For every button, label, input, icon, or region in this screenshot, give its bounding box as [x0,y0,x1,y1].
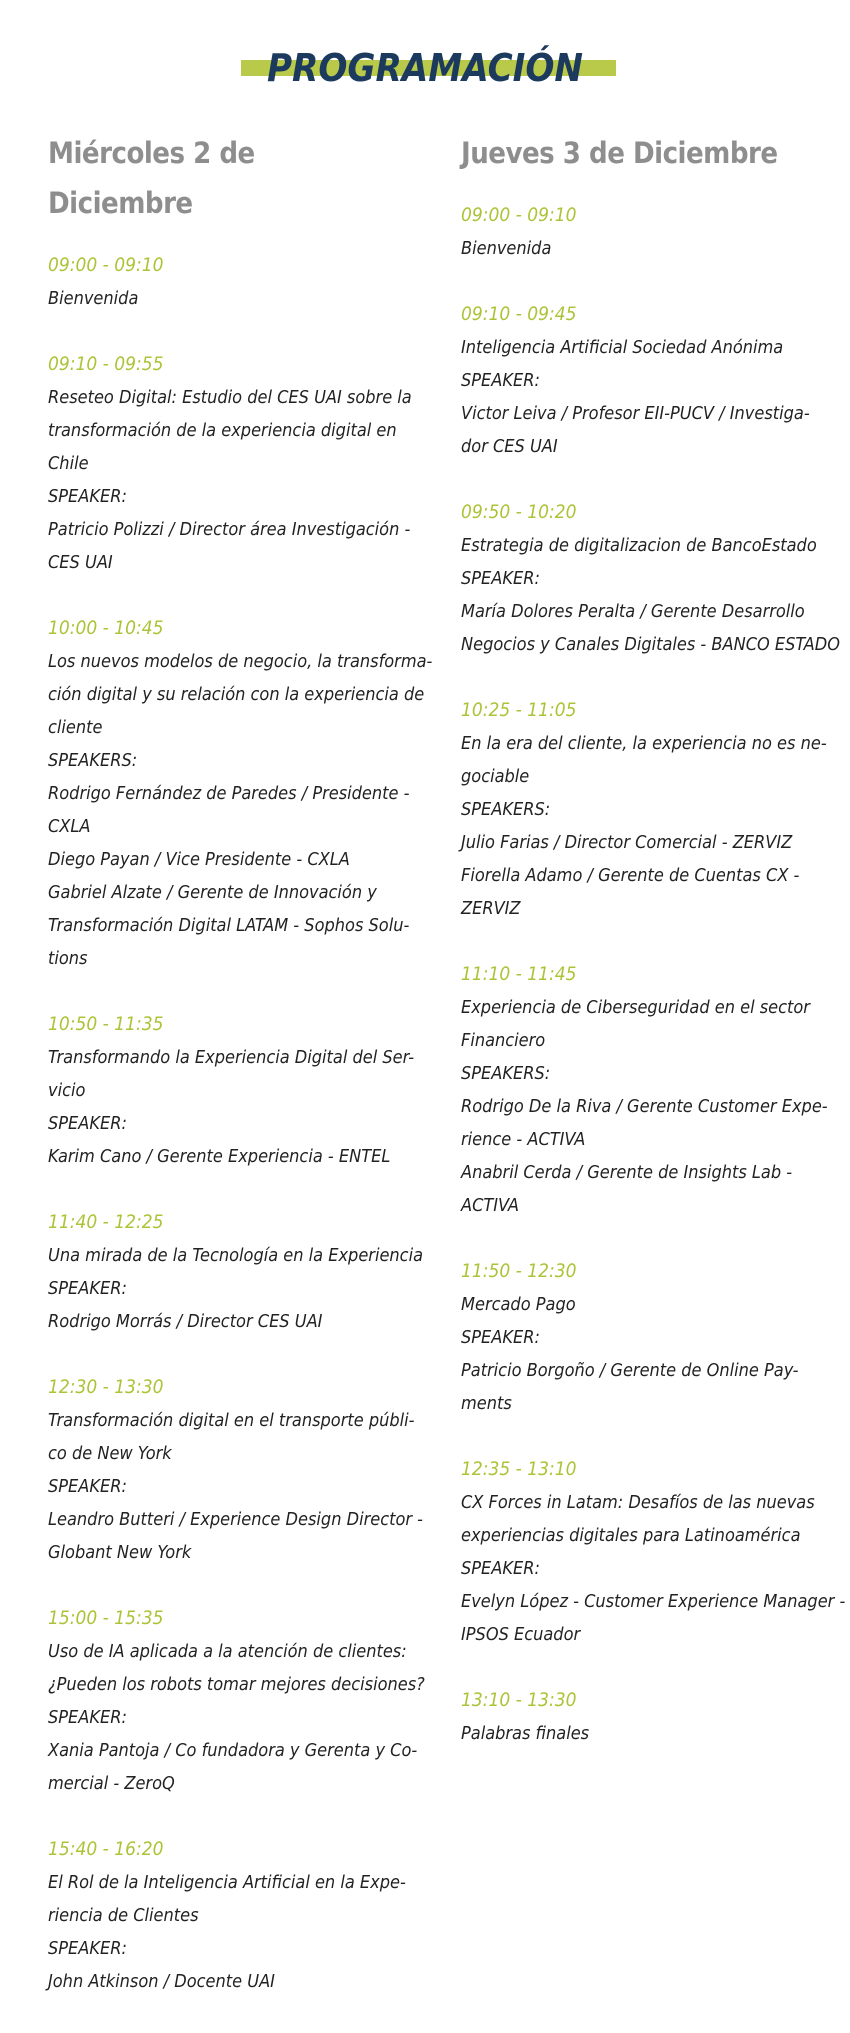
session-text-line: Diego Payan / Vice Presidente - CXLA [48,849,350,870]
session-text-line: Julio Farias / Director Comercial - ZERVIZ [461,832,793,853]
session-text-line: Transformación digital en el transporte públi- [48,1410,415,1431]
session-text-line: Inteligencia Artificial Sociedad Anónima [461,337,784,358]
day-column-thursday [461,128,846,1783]
session-item [48,348,412,579]
session-item [48,1833,406,1998]
session-text-line: Globant New York [48,1542,192,1563]
session-text-line: Karim Cano / Gerente Experiencia - ENTEL [48,1146,391,1167]
page-title: PROGRAMACIÓN [266,46,584,90]
session-text-line: ción digital y su relación con la experiencia de [48,684,425,705]
session-text-line: ¿Pueden los robots tomar mejores decisiones? [48,1674,425,1695]
session-text-line: Financiero [461,1030,546,1051]
session-time: 09:00 - 09:10 [48,254,164,276]
session-item [48,1602,425,1800]
session-text-line: rience - ACTIVA [461,1129,586,1150]
session-item [48,1008,415,1173]
session-time: 15:40 - 16:20 [48,1838,164,1860]
session-item [461,694,827,925]
session-time: 12:35 - 13:10 [461,1458,577,1480]
session-text-line: tions [48,948,88,969]
session-text-line: Gabriel Alzate / Gerente de Innovación y [48,882,377,903]
session-time: 09:00 - 09:10 [461,204,577,226]
session-text-line: Patricio Borgoño / Gerente de Online Pay- [461,1360,799,1381]
session-item [461,298,821,463]
session-text-line: SPEAKER: [48,1113,127,1134]
session-text-line: Rodrigo Morrás / Director CES UAI [48,1311,323,1332]
session-text-line: SPEAKER: [48,1707,127,1728]
session-time: 15:00 - 15:35 [48,1607,164,1629]
session-text-line: En la era del cliente, la experiencia no es ne- [461,733,827,754]
session-text-line: SPEAKER: [48,1476,127,1497]
session-text-line: Experiencia de Ciberseguridad en el sector [461,997,810,1018]
session-text-line: Anabril Cerda / Gerente de Insights Lab - [461,1162,793,1183]
session-text-line: John Atkinson / Docente UAI [48,1971,275,1992]
session-text-line: Bienvenida [48,288,139,309]
session-item [48,1371,423,1569]
session-text-line: Transformando la Experiencia Digital del Ser- [48,1047,415,1068]
session-text-line: Victor Leiva / Profesor EII-PUCV / Investiga- [461,403,810,424]
session-text-line: Mercado Pago [461,1294,576,1315]
session-text-line: SPEAKER: [48,1938,127,1959]
session-list [48,249,433,1998]
session-text-line: ZERVIZ [461,898,521,919]
session-time: 11:10 - 11:45 [461,963,577,985]
session-text-line: Negocios y Canales Digitales - BANCO ESTADO [461,634,840,655]
session-text-line: María Dolores Peralta / Gerente Desarrollo [461,601,805,622]
session-text-line: SPEAKER: [461,370,540,391]
session-text-line: IPSOS Ecuador [461,1624,581,1645]
session-item [48,1206,424,1338]
session-text-line: Los nuevos modelos de negocio, la transforma- [48,651,433,672]
session-text-line: Bienvenida [461,238,552,259]
session-text-line: co de New York [48,1443,172,1464]
session-item [48,249,403,315]
session-text-line: gociable [461,766,530,787]
session-text-line: SPEAKERS: [461,1063,551,1084]
session-text-line: mercial - ZeroQ [48,1773,175,1794]
session-time: 09:10 - 09:55 [48,353,164,375]
session-text-line: Rodrigo De la Riva / Gerente Customer Expe- [461,1096,828,1117]
session-text-line: Evelyn López - Customer Experience Manager - [461,1591,846,1612]
session-text-line: Fiorella Adamo / Gerente de Cuentas CX - [461,865,800,886]
session-item [461,199,821,265]
day-column-wednesday [48,128,433,2031]
session-item [461,1684,821,1750]
session-text-line: SPEAKER: [461,568,540,589]
session-text-line: El Rol de la Inteligencia Artificial en la Expe- [48,1872,406,1893]
session-item [48,612,433,975]
session-text-line: riencia de Clientes [48,1905,199,1926]
day-title: Miércoles 2 de Diciembre [48,136,255,220]
session-text-line: cliente [48,717,103,738]
session-item [461,1255,821,1420]
session-text-line: SPEAKERS: [461,799,551,820]
session-text-line: Transformación Digital LATAM - Sophos Solu- [48,915,410,936]
session-text-line: Reseteo Digital: Estudio del CES UAI sobre la [48,387,412,408]
session-text-line: dor CES UAI [461,436,558,457]
session-text-line: CES UAI [48,552,113,573]
session-time: 11:50 - 12:30 [461,1260,577,1282]
session-text-line: CXLA [48,816,91,837]
session-item [461,958,828,1222]
session-text-line: Uso de IA aplicada a la atención de clientes: [48,1641,407,1662]
session-list [461,199,846,1750]
session-time: 10:50 - 11:35 [48,1013,164,1035]
session-text-line: Palabras finales [461,1723,590,1744]
session-text-line: SPEAKERS: [48,750,138,771]
session-text-line: SPEAKER: [48,486,127,507]
session-text-line: experiencias digitales para Latinoamérica [461,1525,801,1546]
session-text-line: Rodrigo Fernández de Paredes / Presidente - [48,783,410,804]
session-text-line: SPEAKER: [461,1558,540,1579]
session-time: 12:30 - 13:30 [48,1376,164,1398]
session-time: 09:10 - 09:45 [461,303,577,325]
session-text-line: Xania Pantoja / Co fundadora y Gerenta y Co- [48,1740,418,1761]
session-text-line: ments [461,1393,512,1414]
session-time: 10:25 - 11:05 [461,699,577,721]
session-text-line: Leandro Butteri / Experience Design Director - [48,1509,423,1530]
session-time: 10:00 - 10:45 [48,617,164,639]
page-header [0,38,850,98]
session-time: 11:40 - 12:25 [48,1211,164,1233]
session-time: 09:50 - 10:20 [461,501,577,523]
session-text-line: SPEAKER: [461,1327,540,1348]
day-title: Jueves 3 de Diciembre [461,136,778,170]
session-item [461,496,840,661]
session-time: 13:10 - 13:30 [461,1689,577,1711]
session-text-line: CX Forces in Latam: Desafíos de las nuevas [461,1492,815,1513]
session-text-line: transformación de la experiencia digital en [48,420,397,441]
session-text-line: vicio [48,1080,86,1101]
session-item [461,1453,846,1651]
session-text-line: ACTIVA [461,1195,519,1216]
session-text-line: Chile [48,453,89,474]
session-text-line: Estrategia de digitalizacion de BancoEstado [461,535,817,556]
session-text-line: SPEAKER: [48,1278,127,1299]
session-text-line: Patricio Polizzi / Director área Investigación - [48,519,411,540]
session-text-line: Una mirada de la Tecnología en la Experiencia [48,1245,424,1266]
